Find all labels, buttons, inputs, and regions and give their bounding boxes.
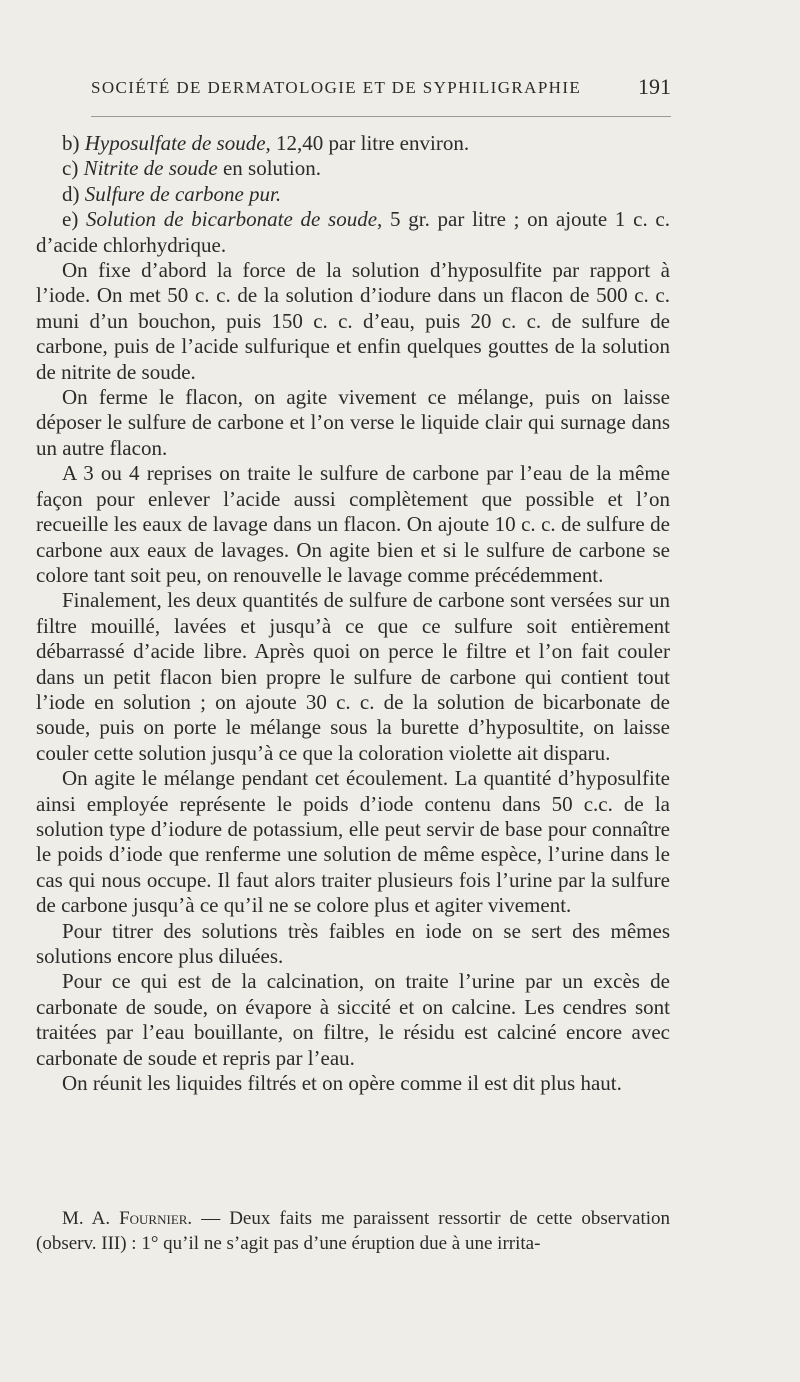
speaker-initial: M. A. — [62, 1208, 111, 1229]
paragraph: Finalement, les deux quantités de sulfure de carbone sont versées sur un filtre mouillé, lavées et jusqu’à ce que ce sulfure soit entièrement débarrassé d’acide libre. Après quoi on perce le filtre et l’on fait couler dans un petit flacon bien propre le sulfure de carbone qui contient tout l’iode en solution ; on ajoute 30 c. c. de la solution de bicarbonate de soude, puis on porte le mélange sous la burette d’hyposultite, on laisse couler cette solution jusqu’à ce que la coloration violette ait disparu. — [36, 588, 670, 765]
list-item — [36, 156, 670, 181]
speaker-text: — Deux faits me paraissent ressortir de cette observation (observ. III) : 1° qu’il ne s’agit pas d’une éruption due à une irrita- — [36, 1208, 670, 1254]
paragraph: On agite le mélange pendant cet écoulement. La quantité d’hyposulfite ainsi employée représente le poids d’iode contenu dans 50 c.c. de la solution type d’iodure de potassium, elle peut servir de base pour connaître le poids d’iode que renferme une solution de même espèce, l’urine dans le cas qui nous occupe. Il faut alors traiter plusieurs fois l’urine par la sulfure de carbone jusqu’à ce qu’il ne se colore plus et agiter vivement. — [36, 766, 670, 918]
paragraph: On réunit les liquides filtrés et on opère comme il est dit plus haut. — [62, 1071, 622, 1096]
paragraph: On ferme le flacon, on agite vivement ce mélange, puis on laisse déposer le sulfure de carbone et l’on verse le liquide clair qui surnage dans un autre flacon. — [36, 385, 670, 460]
speaker-paragraph — [36, 1206, 670, 1256]
item-text: 12,40 par litre environ. — [270, 131, 470, 155]
list-item — [36, 131, 670, 156]
list-item — [36, 207, 670, 258]
item-letter: b) — [62, 131, 80, 155]
speaker-text-block — [36, 1206, 670, 1256]
main-text — [36, 131, 670, 1096]
paragraph: Pour titrer des solutions très faibles en iode on se sert des mêmes solutions encore plus diluées. — [36, 918, 670, 968]
paragraph: Pour ce qui est de la calcination, on traite l’urine par un excès de carbonate de soude, on évapore à siccité et on calcine. Les cendres sont traitées par l’eau bouillante, on filtre, le résidu est calciné encore avec carbonate de soude et repris par l’eau. — [36, 969, 670, 1070]
item-term: Sulfure de carbone pur. — [84, 181, 282, 206]
item-text: en solution. — [217, 156, 321, 181]
running-header — [91, 74, 671, 104]
speaker-name: Fournier. — [119, 1208, 193, 1229]
header-rule — [91, 116, 671, 117]
page-number: 191 — [638, 74, 671, 99]
item-letter: e) — [62, 207, 79, 232]
item-term: Hyposulfate de soude, — [84, 131, 271, 155]
paragraph: A 3 ou 4 reprises on traite le sulfure de carbone par l’eau de la même façon pour enlever l’acide aussi complètement que possible et l’on recueille les eaux de lavage dans un flacon. On ajoute 10 c. c. de sulfure de carbone aux eaux de lavages. On agite bien et si le sulfure de carbone se colore tant soit peu, on renouvelle le lavage comme précédemment. — [36, 461, 670, 587]
item-letter: c) — [62, 156, 79, 181]
list-item — [36, 182, 670, 207]
item-letter: d) — [62, 181, 80, 206]
paragraph: On fixe d’abord la force de la solution d’hyposulfite par rapport à l’iode. On met 50 c. c. de la solution d’iodure dans un flacon de 500 c. c. muni d’un bouchon, puis 150 c. c. d’eau, puis 20 c. c. de sulfure de carbone, puis de l’acide sulfurique et enfin quelques gouttes de la solution de nitrite de soude. — [36, 258, 670, 384]
item-term: Solution de bicarbonate de soude, — [86, 207, 383, 232]
running-title: SOCIÉTÉ DE DERMATOLOGIE ET DE SYPHILIGRAPHIE — [91, 78, 582, 97]
item-text: 5 gr. par litre ; on ajoute 1 c. c. d’acide chlorhydrique. — [36, 207, 670, 257]
item-term: Nitrite de soude — [83, 156, 218, 181]
